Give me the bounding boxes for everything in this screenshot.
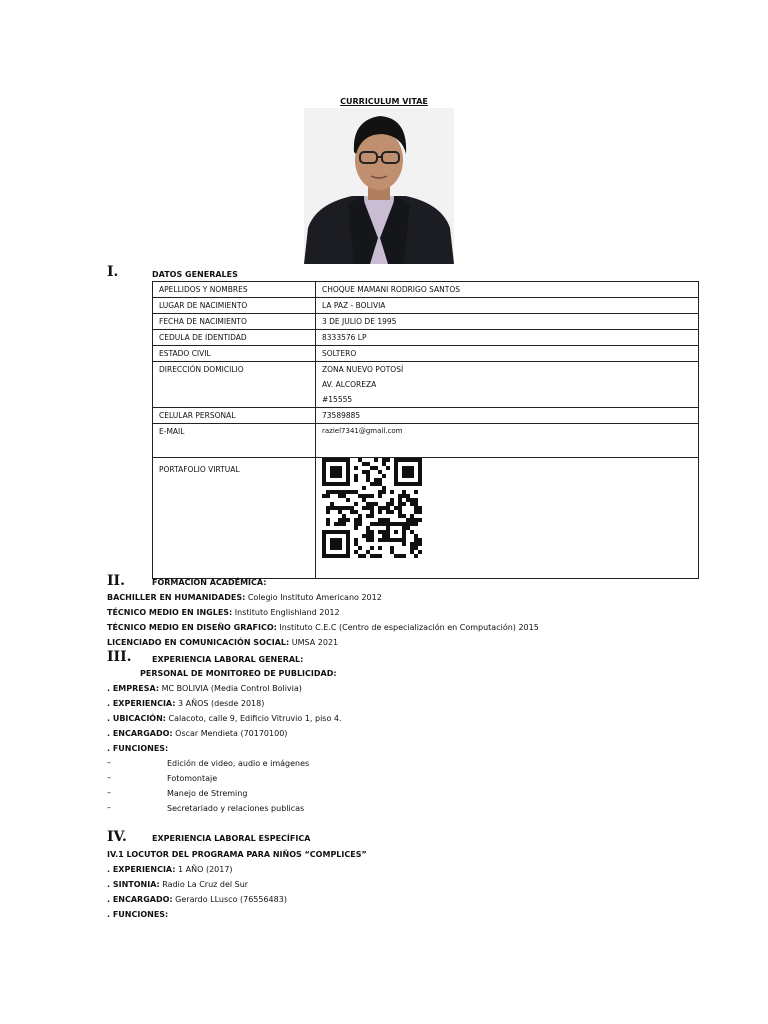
function-item: Manejo de Streming: [167, 789, 248, 798]
item-label: . EXPERIENCIA:: [107, 699, 176, 708]
experience-item: [107, 699, 264, 708]
personal-data-table: [152, 281, 699, 579]
item-label: . EMPRESA:: [107, 684, 160, 693]
section-3-subheading: PERSONAL DE MONITOREO DE PUBLICIDAD:: [140, 669, 337, 678]
address-line: AV. ALCOREZA: [322, 380, 377, 389]
experience-item: [107, 744, 168, 753]
item-label: . FUNCIONES:: [107, 744, 169, 753]
section-2-heading: FORMACION ACADÉMICA:: [152, 578, 267, 587]
email-link[interactable]: raziel7341@gmail.com: [316, 424, 699, 458]
function-item: Fotomontaje: [167, 774, 218, 783]
address-line: ZONA NUEVO POTOSÍ: [322, 365, 404, 374]
table-row: [153, 314, 699, 330]
item-label: . EXPERIENCIA:: [107, 865, 176, 874]
item-label: . ENCARGADO:: [107, 729, 173, 738]
row-value: 73589885: [316, 408, 699, 424]
document-title: CURRICULUM VITAE: [340, 97, 428, 106]
table-row: [153, 346, 699, 362]
portrait-illustration: [304, 108, 454, 264]
section-4-subheading: IV.1 LOCUTOR DEL PROGRAMA PARA NIÑOS “COMPLICES”: [107, 850, 367, 859]
item-value: Calacoto, calle 9, Edificio Vitruvio 1, piso 4.: [166, 714, 342, 723]
item-value: Gerardo LLusco (76556483): [172, 895, 287, 904]
section-4-numeral: IV.: [107, 829, 127, 845]
table-row: [153, 408, 699, 424]
education-institution: Instituto Englishland 2012: [232, 608, 340, 617]
education-institution: Instituto C.E.C (Centro de especialización en Computación) 2015: [276, 623, 539, 632]
table-row: [153, 298, 699, 314]
item-value: Radio La Cruz del Sur: [159, 880, 249, 889]
section-2-numeral: II.: [107, 573, 125, 589]
row-value: CHOQUE MAMANI RODRIGO SANTOS: [316, 282, 699, 298]
section-3-heading: EXPERIENCIA LABORAL GENERAL:: [152, 655, 304, 664]
row-label: CEDULA DE IDENTIDAD: [153, 330, 316, 346]
item-value: MC BOLIVIA (Media Control Bolivia): [159, 684, 302, 693]
item-label: . FUNCIONES:: [107, 910, 169, 919]
section-1-numeral: I.: [107, 264, 119, 280]
item-value: 1 AÑO (2017): [175, 865, 233, 874]
education-degree: LICENCIADO EN COMUNICACIÓN SOCIAL:: [107, 638, 290, 647]
bullet-dash: –: [107, 773, 111, 782]
bullet-dash: –: [107, 758, 111, 767]
item-value: 3 AÑOS (desde 2018): [175, 699, 265, 708]
row-value: 8333576 LP: [316, 330, 699, 346]
profile-photo: [304, 108, 454, 264]
row-label: LUGAR DE NACIMIENTO: [153, 298, 316, 314]
table-row: [153, 458, 699, 579]
row-value: LA PAZ - BOLIVIA: [316, 298, 699, 314]
item-label: . UBICACIÓN:: [107, 714, 166, 723]
row-label: ESTADO CIVIL: [153, 346, 316, 362]
education-degree: TÉCNICO MEDIO EN DISEÑO GRAFICO:: [107, 623, 277, 632]
education-institution: Colegio Instituto Americano 2012: [245, 593, 382, 602]
experience-item: [107, 729, 287, 738]
table-row: [153, 282, 699, 298]
row-label: PORTAFOLIO VIRTUAL: [153, 458, 316, 579]
function-item: Secretariado y relaciones publicas: [167, 804, 305, 813]
experience-item: [107, 910, 168, 919]
education-item: [107, 638, 338, 647]
section-3-numeral: III.: [107, 649, 132, 665]
education-item: [107, 608, 340, 617]
item-value: Oscar Mendieta (70170100): [172, 729, 288, 738]
item-label: . SINTONIA:: [107, 880, 160, 889]
row-label: E-MAIL: [153, 424, 316, 458]
experience-item: [107, 714, 342, 723]
experience-item: [107, 895, 287, 904]
table-row: [153, 330, 699, 346]
experience-item: [107, 684, 302, 693]
bullet-dash: –: [107, 788, 111, 797]
experience-item: [107, 865, 233, 874]
education-degree: BACHILLER EN HUMANIDADES:: [107, 593, 246, 602]
row-label: CELULAR PERSONAL: [153, 408, 316, 424]
table-row: [153, 424, 699, 458]
education-institution: UMSA 2021: [289, 638, 339, 647]
education-degree: TÉCNICO MEDIO EN INGLES:: [107, 608, 233, 617]
row-label: DIRECCIÓN DOMICILIO: [153, 362, 316, 408]
qr-code-icon[interactable]: [322, 458, 422, 558]
function-item: Edición de video, audio e imágenes: [167, 759, 310, 768]
row-value: 3 DE JULIO DE 1995: [316, 314, 699, 330]
address-cell: [316, 362, 699, 408]
row-label: APELLIDOS Y NOMBRES: [153, 282, 316, 298]
qr-cell: [316, 458, 699, 579]
section-4-heading: EXPERIENCIA LABORAL ESPECÍFICA: [152, 834, 311, 843]
education-item: [107, 623, 539, 632]
experience-item: [107, 880, 248, 889]
bullet-dash: –: [107, 803, 111, 812]
item-label: . ENCARGADO:: [107, 895, 173, 904]
table-row: [153, 362, 699, 408]
row-value: SOLTERO: [316, 346, 699, 362]
section-1-heading: DATOS GENERALES: [152, 270, 238, 279]
row-label: FECHA DE NACIMIENTO: [153, 314, 316, 330]
address-line: #15555: [322, 395, 353, 404]
education-item: [107, 593, 382, 602]
